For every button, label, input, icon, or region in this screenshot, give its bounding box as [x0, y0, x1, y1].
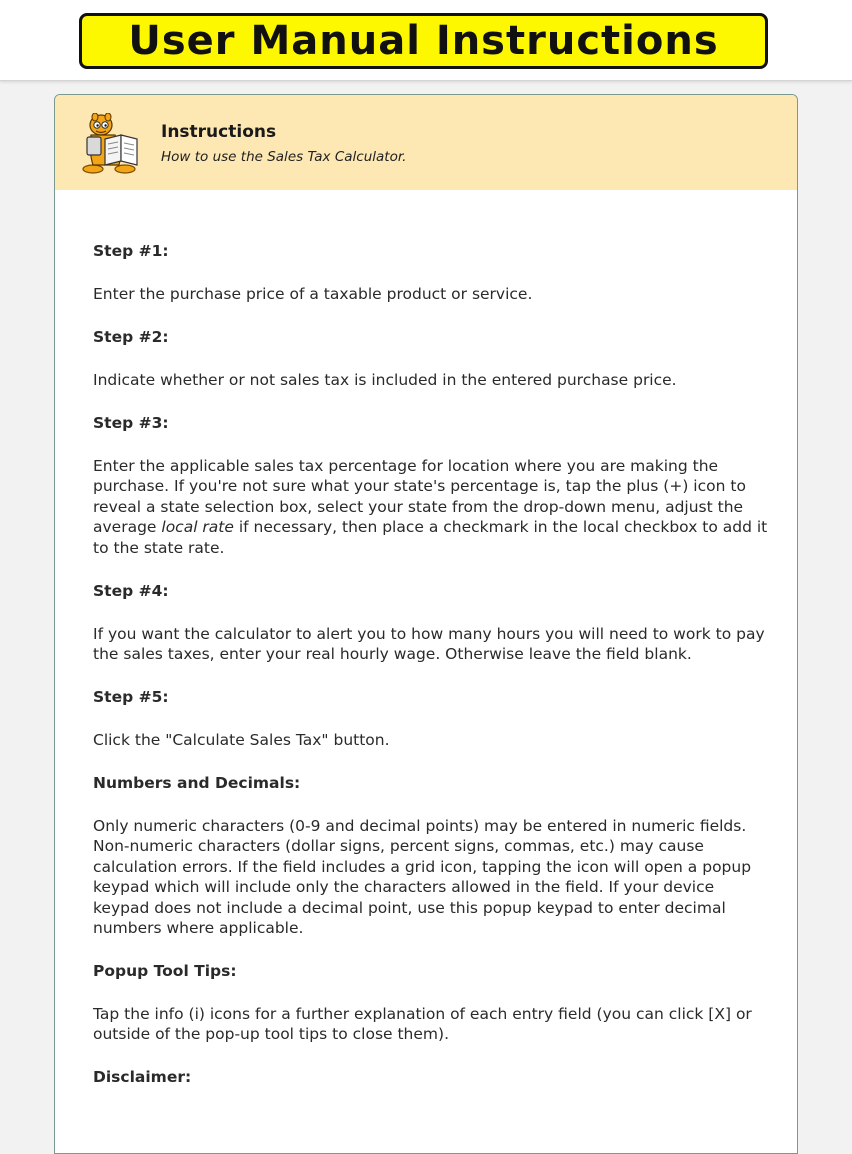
step-3-text-end: if necessary, then place a checkmark in the local checkbox to add it to the state rate.	[93, 518, 768, 557]
header-title: Instructions	[161, 122, 277, 142]
instructions-content	[93, 241, 768, 1110]
header-subtitle: How to use the Sales Tax Calculator.	[161, 149, 407, 165]
instructions-card	[54, 94, 798, 1154]
banner-title: User Manual Instructions	[128, 18, 719, 64]
title-banner	[79, 13, 768, 69]
popup-tooltips-text: Tap the info (i) icons for a further explanation of each entry field (you can click [X] or outside of the pop-up tool tips to close them).	[93, 1005, 752, 1044]
numbers-decimals-text: Only numeric characters (0-9 and decimal points) may be entered in numeric fields. Non-numeric characters (dollar signs, percent signs, commas, etc.) may cause calculation errors. If the field includes a grid icon, tapping the icon will open a popup keypad which will include only the characters allowed in the field. If your device keypad does not include a decimal point, use this popup keypad to enter decimal numbers where applicable.	[93, 817, 752, 938]
top-band	[0, 0, 852, 81]
step-5-heading: Step #5:	[93, 688, 169, 707]
popup-tooltips-heading: Popup Tool Tips:	[93, 962, 237, 981]
numbers-decimals-heading: Numbers and Decimals:	[93, 774, 301, 793]
step-1-text: Enter the purchase price of a taxable product or service.	[93, 285, 533, 303]
step-4-heading: Step #4:	[93, 581, 169, 600]
card-header	[55, 95, 797, 190]
step-2-heading: Step #2:	[93, 328, 169, 346]
step-5-text: Click the "Calculate Sales Tax" button.	[93, 731, 390, 750]
step-1-heading: Step #1:	[93, 242, 169, 260]
reading-mascot-icon	[79, 113, 143, 175]
step-3-text-emphasis: local rate	[161, 518, 234, 537]
disclaimer-heading: Disclaimer:	[93, 1068, 192, 1087]
step-3-text-start: Enter the applicable sales tax percentage for location where you are making the purchase. If you're not sure what your state's percentage is, tap the plus (+) icon to reveal a state selection box, select your state from the drop-down menu, adjust the average	[93, 457, 746, 537]
step-3-heading: Step #3:	[93, 414, 169, 432]
step-4-text: If you want the calculator to alert you to how many hours you will need to work to pay the sales taxes, enter your real hourly wage. Otherwise leave the field blank.	[93, 624, 765, 664]
step-3-text	[93, 456, 768, 558]
step-2-text: Indicate whether or not sales tax is included in the entered purchase price.	[93, 371, 677, 389]
